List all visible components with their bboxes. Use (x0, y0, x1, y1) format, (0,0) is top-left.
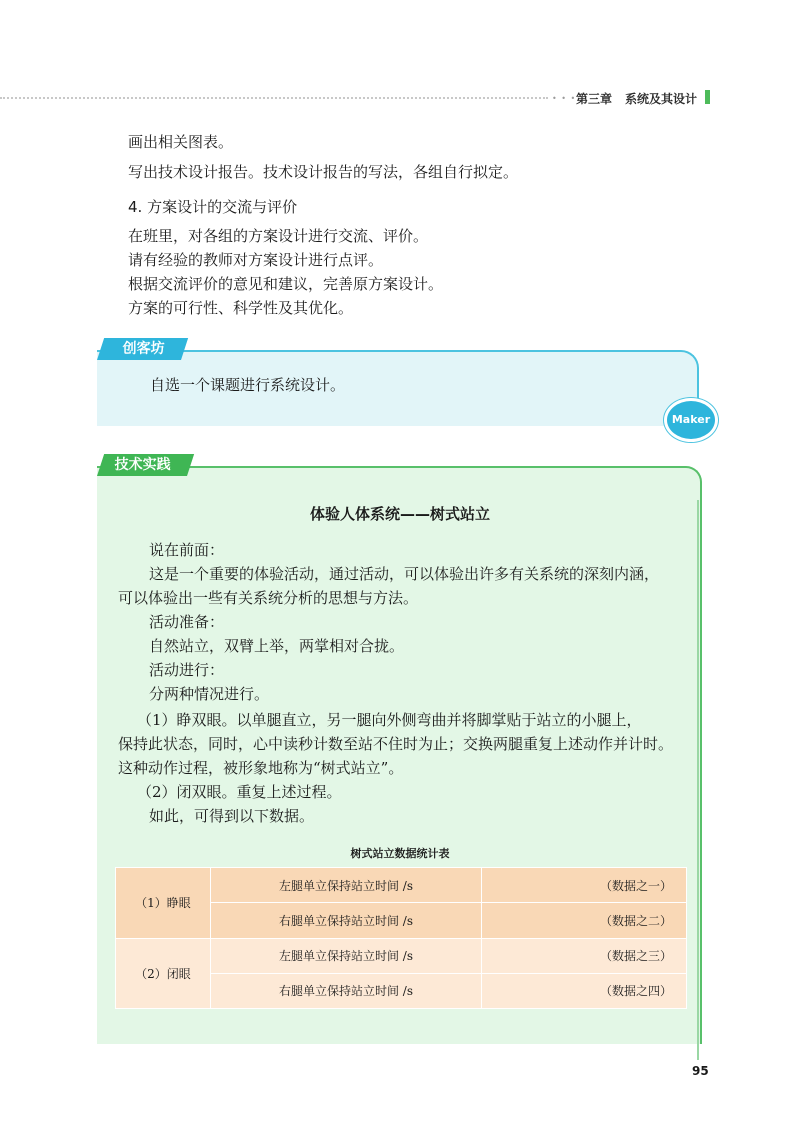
maker-logo-badge: Maker (664, 398, 718, 442)
header-rule (0, 97, 548, 99)
chuangke-tab (97, 338, 188, 360)
page-number: 95 (692, 1064, 709, 1078)
section-line-2: 请有经验的教师对方案设计进行点评。 (128, 251, 384, 269)
table-row (116, 938, 687, 973)
value-cell: （数据之一） (482, 868, 687, 903)
item-cell: 右腿单立保持站立时间 /s (211, 903, 482, 938)
practice-tab-label: 技术实践 (114, 457, 171, 473)
intro-line-2: 可以体验出一些有关系统分析的思想与方法。 (118, 589, 419, 607)
process-intro: 分两种情况进行。 (149, 685, 270, 703)
value-cell: （数据之三） (482, 938, 687, 973)
table-row (116, 868, 687, 903)
table-caption: 树式站立数据统计表 (350, 847, 450, 860)
case1-line-3: 这种动作过程，被形象地称为“树式站立”。 (118, 759, 404, 777)
intro-line-1: 这是一个重要的体验活动，通过活动，可以体验出许多有关系统的深刻内涵， (149, 565, 660, 583)
case1-line-1: （1）睁双眼。以单腿直立，另一腿向外侧弯曲并将脚掌贴于站立的小腿上， (137, 711, 642, 729)
condition-cell: （1）睁眼 (116, 868, 211, 939)
conclusion-line: 如此，可得到以下数据。 (149, 807, 315, 825)
item-cell: 左腿单立保持站立时间 /s (211, 938, 482, 973)
header-title: 系统及其设计 (625, 92, 698, 106)
header-dots: • • • (552, 94, 577, 103)
prep-heading: 活动准备： (149, 613, 225, 631)
section-heading: 4. 方案设计的交流与评价 (128, 198, 298, 216)
chuangke-text: 自选一个课题进行系统设计。 (150, 376, 346, 394)
header-chapter: 第三章 (576, 92, 613, 106)
chuangke-tab-label: 创客坊 (122, 341, 165, 357)
value-cell: （数据之四） (482, 973, 687, 1008)
prep-text: 自然站立，双臂上举，两掌相对合拢。 (149, 637, 405, 655)
case2-line: （2）闭双眼。重复上述过程。 (137, 783, 342, 801)
practice-title: 体验人体系统——树式站立 (309, 505, 490, 523)
process-heading: 活动进行： (149, 661, 225, 679)
intro-heading: 说在前面： (149, 541, 225, 559)
practice-tab (97, 454, 194, 476)
body-line-2: 写出技术设计报告。技术设计报告的写法，各组自行拟定。 (128, 163, 519, 181)
item-cell: 右腿单立保持站立时间 /s (211, 973, 482, 1008)
item-cell: 左腿单立保持站立时间 /s (211, 868, 482, 903)
body-line-1: 画出相关图表。 (128, 133, 234, 151)
section-line-3: 根据交流评价的意见和建议，完善原方案设计。 (128, 275, 444, 293)
header-accent-bar (705, 90, 710, 104)
practice-side-line (697, 500, 699, 1060)
data-table (115, 867, 687, 1009)
section-line-4: 方案的可行性、科学性及其优化。 (128, 299, 354, 317)
condition-cell: （2）闭眼 (116, 938, 211, 1009)
value-cell: （数据之二） (482, 903, 687, 938)
section-line-1: 在班里，对各组的方案设计进行交流、评价。 (128, 227, 429, 245)
case1-line-2: 保持此状态，同时，心中读秒计数至站不住时为止；交换两腿重复上述动作并计时。 (118, 735, 674, 753)
